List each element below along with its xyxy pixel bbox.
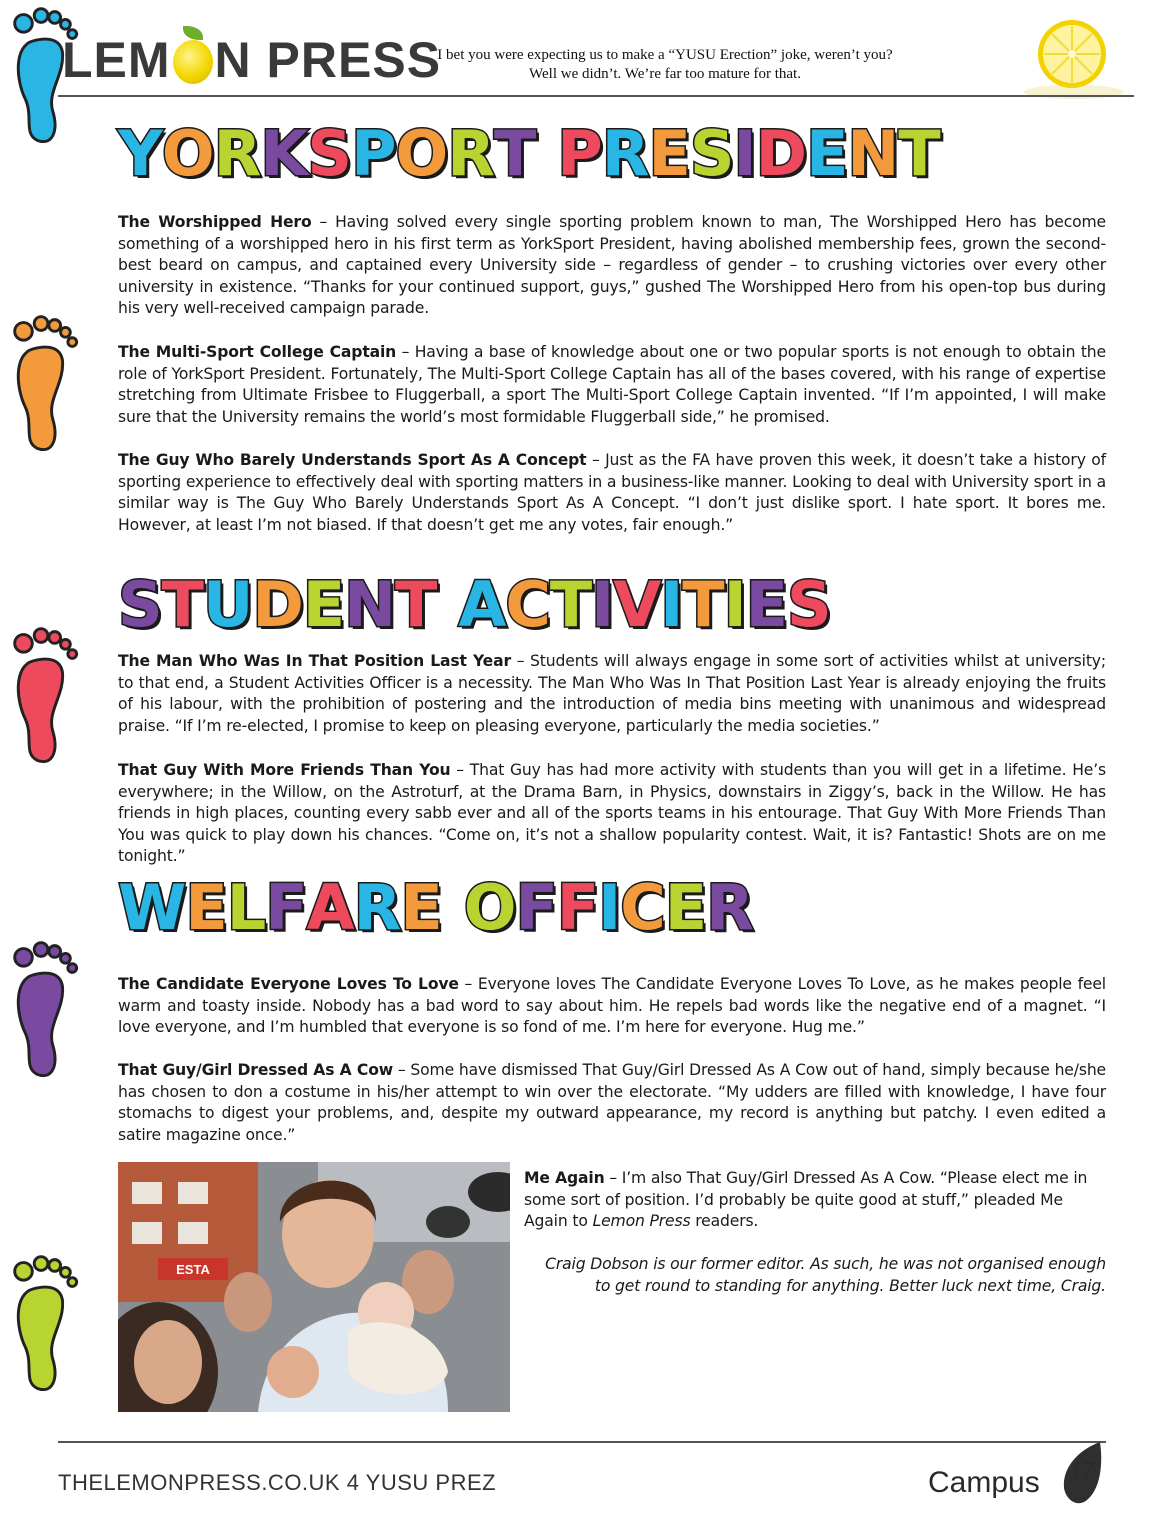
author-note-line-1: Craig Dobson is our former editor. As such, he was not organised enough [545, 1255, 1106, 1273]
candidate-paragraph [118, 450, 1106, 536]
heading-letter: S [689, 117, 734, 190]
candidate-name: The Multi-Sport College Captain [118, 343, 397, 361]
candidate-paragraph [118, 974, 1106, 1039]
heading-letter: W [118, 871, 186, 944]
candidate-text: – That Guy has had more activity with students than you will get in a lifetime. He’s everywhere; in the Willow, on the Astroturf, at the Drama Barn, in Physics, downstairs in Ziggy’s, back in the Willow. He has friends in high places, counting every sabb ever and all of the sports teams in his entourage. That Guy With More Friends Than You was quick to play down his chances. “Come on, it’s not a shallow popularity contest. Wait, it is? Fantastic! Shots are on me tonight.” [118, 761, 1106, 866]
candidate-text: – Students will always engage in some sort of activities whilst at university; to that end, a Student Activities Officer is a necessity. The Man Who Was In That Position Last Year is already enjoying the fruits of his labour, with the prohibition of postering and the introduction of media bins meeting with unanimous and widespread praise. “If I’m re-elected, I promise to keep on pleasing everyone, particularly the media societies.” [118, 652, 1106, 735]
heading-letter: I [723, 568, 746, 641]
candidate-paragraph [118, 760, 1106, 868]
candidate-text-end: readers. [690, 1212, 759, 1231]
heading-letter: T [161, 568, 203, 641]
heading-letter: T [549, 568, 592, 641]
footprint-orange-icon [4, 308, 82, 458]
candidate-paragraph [118, 342, 1106, 428]
header-rule [58, 95, 1134, 97]
heading-letter: N [847, 117, 899, 190]
heading-word [463, 871, 753, 944]
heading-word [557, 117, 940, 190]
heading-letter: E [648, 117, 690, 190]
heading-letter: E [302, 568, 345, 641]
candidate-text: – Some have dismissed That Guy/Girl Dressed As A Cow out of hand, simply because he/she has chosen to don a costume in his/her attempt to win over the electorate. “My udders are filled with knowledge, I have four stomachs to digest your problems, and, despite my outward appearance, my record is anything but patchy. I even edited a satire magazine once.” [118, 1061, 1106, 1144]
footer-url[interactable]: THELEMONPRESS.CO.UK 4 YUSU PREZ [58, 1470, 497, 1495]
heading-yorksport-president [118, 114, 962, 194]
candidate-name: That Guy/Girl Dressed As A Cow [118, 1061, 394, 1079]
heading-letter: V [613, 568, 661, 641]
candidate-paragraph [118, 651, 1106, 737]
candidate-name: The Candidate Everyone Loves To Love [118, 975, 459, 993]
heading-letter: R [353, 871, 401, 944]
heading-letter: P [557, 117, 602, 190]
candidate-paragraph [118, 212, 1106, 320]
author-note-line-2: to get round to standing for anything. Better luck next time, Craig. [594, 1276, 1106, 1295]
heading-letter: L [226, 871, 266, 944]
heading-letter: C [505, 568, 550, 641]
heading-letter: S [118, 568, 162, 641]
heading-letter: T [682, 568, 724, 641]
heading-letter: D [755, 117, 807, 190]
heading-letter: E [185, 871, 227, 944]
lemon-logo-icon [173, 40, 213, 84]
logo-text-suffix: N PRESS [214, 32, 442, 88]
lemon-slice-icon [1012, 12, 1136, 102]
footer-rule [58, 1441, 1106, 1443]
heading-student-activities [118, 565, 853, 645]
candidate-text: – I’m also That Guy/Girl Dressed As A Cow. “Please elect me in some sort of position. I’d probably be quite good at stuff,” pleaded Me Again to [524, 1169, 1088, 1231]
candidate-photo [118, 1162, 510, 1412]
heading-letter: S [787, 568, 831, 641]
heading-letter: I [733, 117, 756, 190]
candidate-text: – Having a base of knowledge about one or two popular sports is not enough to obtain the role of YorkSport President. Fortunately, The Multi-Sport College Captain has all of the bases covered, with his range of expertise stretching from Ultimate Frisbee to Fluggerball, a sport The Multi-Sport College Captain invented. “If I’m appointed, I will make sure that the University remains the world’s most formidable Fluggerball side,” he promised. [118, 343, 1106, 426]
heading-letter: R [706, 871, 753, 944]
footprint-purple-icon [4, 934, 82, 1084]
heading-letter: F [515, 871, 557, 944]
heading-word [118, 568, 437, 641]
heading-letter: O [463, 871, 516, 944]
heading-letter: F [556, 871, 599, 944]
heading-letter: D [252, 568, 303, 641]
heading-letter: P [351, 117, 396, 190]
heading-word [458, 568, 831, 641]
candidate-name: The Worshipped Hero [118, 213, 312, 231]
heading-word [118, 117, 536, 190]
heading-letter: I [660, 568, 683, 641]
author-note [524, 1254, 1106, 1297]
heading-word [118, 871, 442, 944]
heading-welfare-officer [118, 868, 775, 948]
heading-letter: U [202, 568, 253, 641]
tagline-line-1: I bet you were expecting us to make a “YUSU Erection” joke, weren’t you? [437, 47, 893, 63]
candidate-text: – Just as the FA have proven this week, it doesn’t take a history of sporting experience to effectively deal with sporting matters in a business-like manner. Looking to deal with University sport in a similar way is The Guy Who Barely Understands Sport As A Concept. “I don’t just dislike sport. I hate sport. It bores me. However, at least I’m not biased. If that doesn’t get me any votes, fair enough.” [118, 451, 1106, 534]
footer-section-label: Campus [928, 1466, 1040, 1499]
candidate-text: – Having solved every single sporting problem known to man, The Worshipped Hero has become something of a worshipped hero in his first term as YorkSport President, having abolished membership fees, grown the second-best beard on campus, and captained every University side – regardless of gender – to crushing victories over every other university in existence. “Thanks for your continued support, guys,” gushed The Worshipped Hero from his open-top bus during his very well-received campaign parade. [118, 213, 1106, 318]
tagline-line-2: Well we didn’t. We’re far too mature for that. [529, 66, 801, 82]
candidate-paragraph [118, 1060, 1106, 1146]
me-again-paragraph [524, 1168, 1106, 1233]
candidate-name: The Man Who Was In That Position Last Year [118, 652, 512, 670]
page-number-badge [1060, 1440, 1104, 1506]
candidate-name: Me Again [524, 1169, 605, 1187]
heading-letter: I [598, 871, 621, 944]
heading-letter: R [213, 117, 261, 190]
candidate-text: – Everyone loves The Candidate Everyone Loves To Love, as he makes people feel warm and toasty inside. Nobody has a bad word to say about him. He repels bad words like the negative end of a magnet. “I love everyone, and I’m humbled that everyone is so fond of me. I’m here for everyone. Hug me.” [118, 975, 1106, 1037]
page-number: 17 [1070, 1458, 1094, 1484]
heading-letter: R [447, 117, 494, 190]
heading-letter: O [161, 117, 214, 190]
heading-letter: K [260, 117, 308, 190]
heading-letter: S [307, 117, 352, 190]
heading-letter: E [664, 871, 707, 944]
footprint-green-icon [4, 1248, 82, 1398]
heading-letter: I [591, 568, 614, 641]
footprint-red-icon [4, 620, 82, 770]
heading-letter: T [494, 117, 536, 190]
heading-letter: O [395, 117, 448, 190]
heading-letter: C [620, 871, 665, 944]
candidate-name: That Guy With More Friends Than You [118, 761, 451, 779]
masthead-tagline [380, 46, 950, 84]
heading-letter: T [395, 568, 437, 641]
logo-text-prefix: LEM [62, 32, 171, 88]
photo-shop-sign: ESTA [176, 1262, 210, 1277]
publication-name: Lemon Press [592, 1212, 691, 1231]
heading-letter: E [400, 871, 442, 944]
heading-letter: E [806, 117, 848, 190]
heading-letter: A [458, 568, 506, 641]
heading-letter: T [898, 117, 940, 190]
candidate-name: The Guy Who Barely Understands Sport As A Concept [118, 451, 587, 469]
heading-letter: A [306, 871, 354, 944]
heading-letter: R [601, 117, 649, 190]
heading-letter: E [745, 568, 787, 641]
heading-letter: N [344, 568, 396, 641]
heading-letter: F [265, 871, 307, 944]
heading-letter: Y [118, 117, 162, 190]
